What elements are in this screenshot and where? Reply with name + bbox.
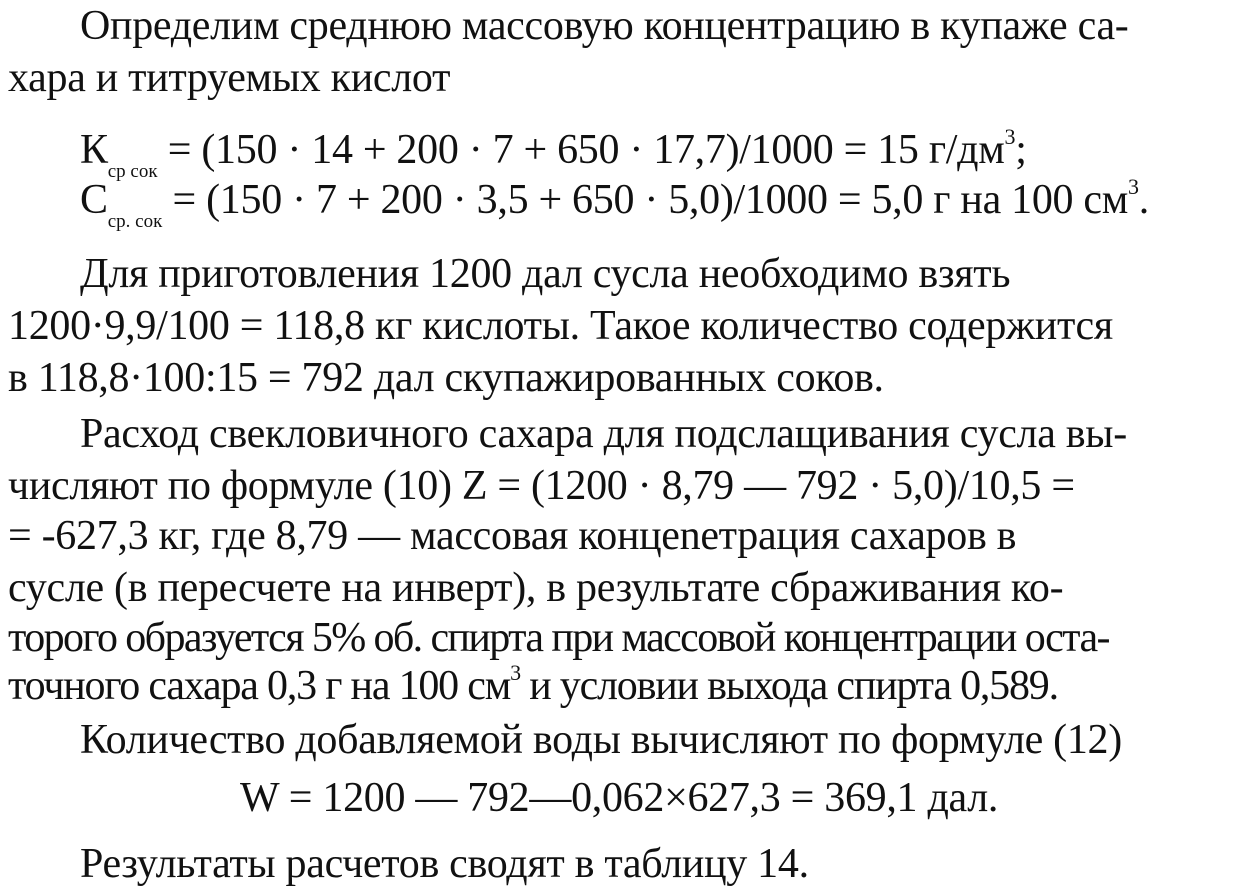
- formula-k-end: ;: [1015, 127, 1027, 173]
- formula-k-var: К: [80, 127, 108, 173]
- formula-c-var: С: [80, 177, 108, 223]
- para3-line6-end: и условии выхода спирта 0,589.: [519, 663, 1058, 709]
- formula-k-superscript: 3: [1004, 124, 1016, 149]
- formula-c-subscript: ср. сок: [107, 211, 163, 232]
- para3-line2: числяют по формуле (10) Z = (1200 · 8,79 — 792 · 5,0)/10,5 =: [8, 463, 1075, 509]
- para3-line4: сусле (в пересчете на инверт), в результате сбраживания ко-: [8, 565, 1064, 611]
- formula-c-sr-sok: [80, 176, 1149, 232]
- para3-line1: Расход свекловичного сахара для подслащивания сусла вы-: [80, 411, 1127, 457]
- para3-line5: торого образуется 5% об. спирта при массовой концентрации оста-: [8, 615, 1109, 661]
- para2-line2: 1200·9,9/100 = 118,8 кг кислоты. Такое количество содержится: [8, 303, 1113, 349]
- para3-line3: = -627,3 кг, где 8,79 — массовая концenетрация сахаров в: [8, 513, 1017, 559]
- para2-line1: Для приготовления 1200 дал сусла необходимо взять: [80, 251, 1011, 297]
- formula-k-subscript: ср сок: [107, 161, 158, 182]
- para5-line1: Результаты расчетов сводят в таблицу 14.: [80, 841, 809, 887]
- para3-line6-superscript: 3: [510, 660, 520, 685]
- formula-c-end: .: [1138, 177, 1149, 223]
- para3-line6-start: точного сахара 0,3 г на 100 см: [8, 663, 511, 709]
- formula-k-expression: = (150 · 14 + 200 · 7 + 650 · 17,7)/1000 = 15 г/дм: [167, 127, 1005, 173]
- formula-w: W = 1200 — 792—0,062×627,3 = 369,1 дал.: [240, 775, 999, 821]
- para1-line2: хара и титруемых кислот: [8, 55, 451, 101]
- para2-line3: в 118,8·100:15 = 792 дал скупажированных соков.: [8, 355, 884, 401]
- formula-k-sr-sok: [80, 126, 1027, 182]
- para1-line1: Определим среднюю массовую концентрацию в купаже са-: [80, 3, 1129, 49]
- formula-c-superscript: 3: [1128, 174, 1139, 199]
- para3-line6: [8, 662, 1058, 710]
- para4-line1: Количество добавляемой воды вычисляют по формуле (12): [80, 717, 1122, 763]
- formula-c-expression: = (150 · 7 + 200 · 3,5 + 650 · 5,0)/1000 = 5,0 г на 100 см: [172, 177, 1129, 223]
